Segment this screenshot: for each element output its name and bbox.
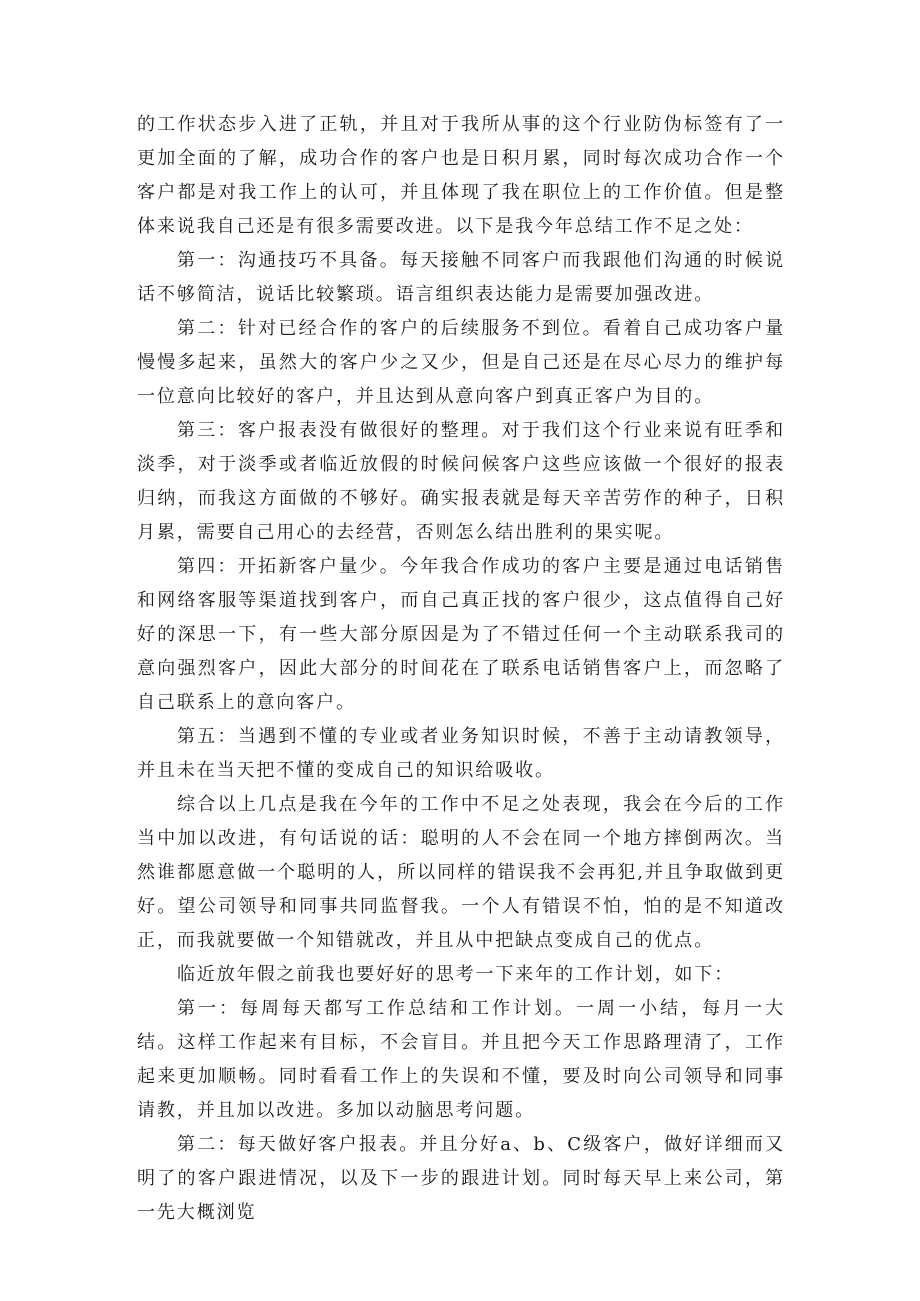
paragraph-5: 第四：开拓新客户量少。今年我合作成功的客户主要是通过电话销售和网络客服等渠道找到客户，而自己真正找的客户很少，这点值得自己好好的深思一下，有一些大部分原因是为了不错过任何一个主动联系我司的意向强烈客户，因此大部分的时间花在了联系电话销售客户上，而忽略了自己联系上的意向客户。	[137, 556, 785, 713]
paragraph-10: 第二：每天做好客户报表。并且分好a、b、C级客户，做好详细而又明了的客户跟进情况，以及下一步的跟进计划。同时每天早上来公司，第一先大概浏览	[137, 1134, 785, 1223]
paragraph-1: 的工作状态步入进了正轨，并且对于我所从事的这个行业防伪标签有了一更加全面的了解，成功合作的客户也是日积月累，同时每次成功合作一个客户都是对我工作上的认可，并且体现了我在职位上的工作价值。但是整体来说我自己还是有很多需要改进。以下是我今年总结工作不足之处：	[137, 114, 785, 237]
paragraph-9: 第一：每周每天都写工作总结和工作计划。一周一小结，每月一大结。这样工作起来有目标，不会盲目。并且把今天工作思路理清了，工作起来更加顺畅。同时看看工作上的失误和不懂，要及时向公司领导和同事请教，并且加以改进。多加以动脑思考问题。	[137, 998, 785, 1121]
paragraph-7: 综合以上几点是我在今年的工作中不足之处表现，我会在今后的工作当中加以改进，有句话说的话：聪明的人不会在同一个地方摔倒两次。当然谁都愿意做一个聪明的人，所以同样的错误我不会再犯,并且争取做到更好。望公司领导和同事共同监督我。一个人有错误不怕，怕的是不知道改正，而我就要做一个知错就改，并且从中把缺点变成自己的优点。	[137, 794, 785, 951]
document-body	[137, 108, 785, 1230]
paragraph-4: 第三：客户报表没有做很好的整理。对于我们这个行业来说有旺季和淡季，对于淡季或者临近放假的时候问候客户这些应该做一个很好的报表归纳，而我这方面做的不够好。确实报表就是每天辛苦劳作的种子，日积月累，需要自己用心的去经营，否则怎么结出胜利的果实呢。	[137, 420, 785, 543]
paragraph-3: 第二：针对已经合作的客户的后续服务不到位。看着自己成功客户量慢慢多起来，虽然大的客户少之又少，但是自己还是在尽心尽力的维护每一位意向比较好的客户，并且达到从意向客户到真正客户为目的。	[137, 318, 785, 407]
paragraph-8: 临近放年假之前我也要好好的思考一下来年的工作计划，如下：	[177, 964, 735, 985]
paragraph-6: 第五：当遇到不懂的专业或者业务知识时候，不善于主动请教领导，并且未在当天把不懂的变成自己的知识给吸收。	[137, 726, 785, 781]
paragraph-2: 第一：沟通技巧不具备。每天接触不同客户而我跟他们沟通的时候说话不够简洁，说话比较繁琐。语言组织表达能力是需要加强改进。	[137, 250, 785, 305]
